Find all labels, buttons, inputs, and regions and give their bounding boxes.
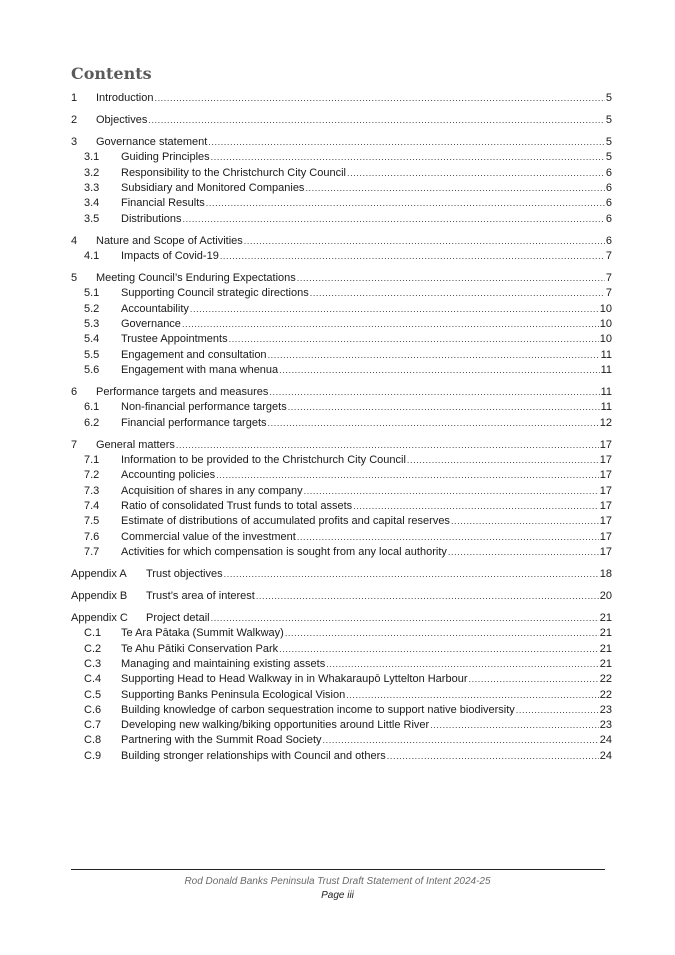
toc-entry-page: 23 (599, 703, 612, 716)
toc-entry-page: 12 (599, 416, 612, 429)
toc-entry-page: 20 (599, 589, 612, 602)
toc-entry-number: C.5 (84, 688, 102, 701)
toc-entry[interactable] (71, 348, 612, 363)
toc-dot-leader (310, 286, 605, 301)
toc-entry[interactable] (71, 749, 612, 764)
toc-entry-title: Trust’s area of interest (146, 589, 255, 602)
toc-entry[interactable] (71, 688, 612, 703)
toc-entry-title: Performance targets and measures (96, 386, 269, 399)
toc-dot-leader (285, 626, 599, 641)
toc-entry-number: 6 (71, 386, 78, 399)
toc-entry[interactable] (71, 113, 612, 128)
toc-entry-number: 5.2 (84, 302, 100, 315)
toc-entry[interactable] (71, 657, 612, 672)
toc-entry-page: 7 (605, 250, 612, 263)
toc-entry-page: 23 (599, 719, 612, 732)
toc-entry-title: Engagement with mana whenua (121, 363, 279, 376)
toc-entry-number: 7.1 (84, 454, 100, 467)
toc-entry[interactable] (71, 196, 612, 211)
toc-entry[interactable] (71, 91, 612, 106)
toc-dot-leader (430, 718, 599, 733)
toc-entry-number: C.8 (84, 734, 102, 747)
toc-dot-leader (206, 196, 605, 211)
footer-document-title: Rod Donald Banks Peninsula Trust Draft Statement of Intent 2024-25 (184, 876, 491, 887)
toc-entry-page: 21 (599, 642, 612, 655)
toc-entry-number: 2 (71, 114, 78, 127)
toc-dot-leader (269, 385, 599, 400)
toc-dot-leader (297, 530, 599, 545)
toc-entry[interactable] (71, 317, 612, 332)
toc-entry[interactable] (71, 514, 612, 529)
toc-entry-title: Impacts of Covid-19 (121, 250, 219, 263)
toc-entry-number: 7.4 (84, 499, 100, 512)
toc-entry-page: 7 (605, 287, 612, 300)
toc-entry-title: Accounting policies (121, 469, 216, 482)
toc-entry[interactable] (71, 703, 612, 718)
toc-dot-leader (387, 749, 599, 764)
toc-entry-title: Subsidiary and Monitored Companies (121, 182, 305, 195)
toc-entry-number: 5.1 (84, 287, 100, 300)
toc-entry-title: Nature and Scope of Activities (96, 234, 243, 247)
toc-entry[interactable] (71, 385, 612, 400)
toc-entry[interactable] (71, 438, 612, 453)
toc-entry-title: Te Ahu Pātiki Conservation Park (121, 642, 279, 655)
toc-entry-page: 24 (599, 734, 612, 747)
toc-entry[interactable] (71, 135, 612, 150)
toc-entry-title: Acquisition of shares in any company (121, 484, 303, 497)
toc-entry[interactable] (71, 499, 612, 514)
toc-dot-leader (326, 657, 599, 672)
toc-dot-leader (216, 468, 599, 483)
toc-dot-leader (183, 212, 605, 227)
toc-entry[interactable] (71, 166, 612, 181)
toc-entry-page: 7 (605, 272, 612, 285)
toc-entry-page: 18 (599, 567, 612, 580)
toc-entry[interactable] (71, 302, 612, 317)
toc-entry-title: Building stronger relationships with Council and others (121, 749, 386, 762)
toc-entry[interactable] (71, 234, 612, 249)
toc-entry-page: 6 (605, 197, 612, 210)
toc-entry-page: 21 (599, 657, 612, 670)
toc-dot-leader (297, 271, 605, 286)
toc-entry-number: 5.6 (84, 363, 100, 376)
toc-entry-page: 17 (599, 515, 612, 528)
toc-entry[interactable] (71, 271, 612, 286)
toc-dot-leader (279, 642, 599, 657)
toc-entry[interactable] (71, 530, 612, 545)
toc-dot-leader (268, 348, 600, 363)
toc-entry-number: Appendix B (71, 589, 128, 602)
toc-entry-number: 7.7 (84, 545, 100, 558)
toc-dot-leader (224, 567, 599, 582)
toc-entry-page: 17 (599, 484, 612, 497)
toc-entry-title: Developing new walking/biking opportunities around Little River (121, 719, 430, 732)
toc-entry-number: 3.4 (84, 197, 100, 210)
toc-entry-number: 6.2 (84, 416, 100, 429)
toc-entry-number: C.7 (84, 719, 102, 732)
toc-entry-number: 7.6 (84, 530, 100, 543)
toc-entry-title: Engagement and consultation (121, 348, 267, 361)
table-of-contents (71, 91, 612, 764)
toc-entry-title: Commercial value of the investment (121, 530, 296, 543)
toc-entry-number: 3.5 (84, 212, 100, 225)
toc-entry-number: C.3 (84, 657, 102, 670)
toc-dot-leader (229, 332, 599, 347)
toc-entry[interactable] (71, 416, 612, 431)
toc-entry-number: 5 (71, 272, 78, 285)
toc-dot-leader (305, 181, 604, 196)
toc-entry-page: 6 (605, 166, 612, 179)
toc-entry[interactable] (71, 589, 612, 604)
toc-entry-number: 7 (71, 438, 78, 451)
toc-entry-number: 3.3 (84, 182, 100, 195)
toc-entry-title: Estimate of distributions of accumulated profits and capital reserves (121, 515, 450, 528)
toc-entry[interactable] (71, 468, 612, 483)
toc-dot-leader (407, 453, 599, 468)
toc-entry-page: 24 (599, 749, 612, 762)
toc-entry-page: 11 (600, 348, 612, 361)
toc-entry-page: 11 (600, 363, 612, 376)
toc-dot-leader (148, 113, 605, 128)
toc-entry[interactable] (71, 567, 612, 582)
toc-entry-page: 21 (599, 627, 612, 640)
toc-entry[interactable] (71, 249, 612, 264)
toc-entry[interactable] (71, 286, 612, 301)
toc-dot-leader (451, 514, 599, 529)
toc-entry-title: Financial performance targets (121, 416, 267, 429)
toc-entry-page: 10 (599, 333, 612, 346)
toc-dot-leader (353, 499, 599, 514)
toc-entry-page: 10 (599, 302, 612, 315)
toc-entry-number: 3.1 (84, 151, 100, 164)
toc-entry-title: Objectives (96, 114, 148, 127)
toc-entry-number: C.4 (84, 673, 102, 686)
toc-entry-number: 3.2 (84, 166, 100, 179)
toc-entry-title: Building knowledge of carbon sequestration income to support native biodiversity (121, 703, 515, 716)
toc-dot-leader (211, 611, 599, 626)
toc-entry-title: Project detail (146, 612, 210, 625)
toc-entry[interactable] (71, 733, 612, 748)
toc-entry-title: Managing and maintaining existing assets (121, 657, 326, 670)
toc-entry-number: 7.2 (84, 469, 100, 482)
toc-entry-page: 5 (605, 92, 612, 104)
toc-entry-title: Guiding Principles (121, 151, 210, 164)
toc-entry-number: C.9 (84, 749, 102, 762)
toc-dot-leader (208, 135, 605, 150)
toc-dot-leader (279, 363, 599, 378)
toc-dot-leader (304, 484, 599, 499)
toc-dot-leader (211, 150, 605, 165)
toc-entry-page: 17 (599, 469, 612, 482)
toc-entry-page: 5 (605, 136, 612, 149)
toc-entry-number: 5.4 (84, 333, 100, 346)
toc-entry[interactable] (71, 212, 612, 227)
toc-dot-leader (244, 234, 605, 249)
toc-entry[interactable] (71, 453, 612, 468)
toc-entry[interactable] (71, 400, 612, 415)
toc-entry-page: 6 (605, 212, 612, 225)
toc-entry-title: Governance (121, 318, 181, 331)
toc-entry[interactable] (71, 150, 612, 165)
toc-entry-title: Trust objectives (146, 567, 223, 580)
toc-entry-page: 17 (599, 438, 612, 451)
toc-entry-title: Non-financial performance targets (121, 401, 287, 414)
toc-entry-title: Governance statement (96, 136, 208, 149)
toc-entry[interactable] (71, 181, 612, 196)
toc-entry-number: Appendix C (71, 612, 128, 625)
toc-entry-title: Supporting Head to Head Walkway in in Whakaraupō Lyttelton Harbour (121, 673, 468, 686)
toc-dot-leader (268, 416, 599, 431)
toc-entry-page: 17 (599, 454, 612, 467)
toc-entry-title: Distributions (121, 212, 182, 225)
toc-entry-number: 7.3 (84, 484, 100, 497)
toc-entry-number: 5.5 (84, 348, 100, 361)
toc-dot-leader (323, 733, 599, 748)
toc-entry-title: General matters (96, 438, 175, 451)
toc-entry-title: Introduction (96, 92, 154, 104)
toc-entry[interactable] (71, 642, 612, 657)
toc-entry[interactable] (71, 332, 612, 347)
toc-entry-title: Trustee Appointments (121, 333, 228, 346)
toc-dot-leader (154, 91, 604, 106)
toc-entry-number: 5.3 (84, 318, 100, 331)
toc-dot-leader (182, 317, 599, 332)
toc-entry-page: 17 (599, 530, 612, 543)
toc-entry-title: Responsibility to the Christchurch City Council (121, 166, 346, 179)
toc-entry-title: Supporting Banks Peninsula Ecological Vision (121, 688, 346, 701)
toc-entry-title: Ratio of consolidated Trust funds to total assets (121, 499, 353, 512)
footer-divider (71, 869, 605, 870)
toc-entry[interactable] (71, 672, 612, 687)
toc-entry-page: 5 (605, 114, 612, 127)
toc-dot-leader (256, 589, 599, 604)
toc-dot-leader (190, 302, 599, 317)
toc-entry-page: 5 (605, 151, 612, 164)
toc-entry-number: 4.1 (84, 250, 100, 263)
toc-entry-page: 6 (605, 182, 612, 195)
toc-entry-number: 6.1 (84, 401, 100, 414)
toc-entry-number: 1 (71, 92, 78, 104)
toc-entry-title: Supporting Council strategic directions (121, 287, 309, 300)
toc-entry-title: Activities for which compensation is sought from any local authority (121, 545, 447, 558)
toc-entry-number: C.6 (84, 703, 102, 716)
toc-entry-title: Financial Results (121, 197, 205, 210)
toc-entry-page: 10 (599, 318, 612, 331)
toc-entry-number: 7.5 (84, 515, 100, 528)
toc-dot-leader (288, 400, 600, 415)
toc-dot-leader (347, 166, 605, 181)
toc-entry-title: Accountability (121, 302, 189, 315)
toc-dot-leader (468, 672, 598, 687)
toc-entry-page: 11 (600, 386, 612, 399)
toc-entry-page: 17 (599, 499, 612, 512)
toc-entry-number: 3 (71, 136, 78, 149)
toc-entry-number: C.2 (84, 642, 102, 655)
toc-entry-page: 22 (599, 673, 612, 686)
toc-entry-page: 6 (605, 234, 612, 247)
toc-entry-title: Partnering with the Summit Road Society (121, 734, 322, 747)
toc-entry[interactable] (71, 626, 612, 641)
toc-dot-leader (448, 545, 599, 560)
toc-entry[interactable] (71, 484, 612, 499)
toc-entry-page: 11 (600, 401, 612, 414)
toc-dot-leader (220, 249, 605, 264)
toc-entry-title: Te Ara Pātaka (Summit Walkway) (121, 627, 284, 640)
toc-entry[interactable] (71, 363, 612, 378)
toc-entry[interactable] (71, 611, 612, 626)
toc-dot-leader (346, 688, 599, 703)
toc-entry-page: 22 (599, 688, 612, 701)
toc-entry[interactable] (71, 718, 612, 733)
toc-dot-leader (176, 438, 599, 453)
toc-entry-title: Meeting Council’s Enduring Expectations (96, 272, 296, 285)
footer-page-label: Page iii (321, 890, 354, 901)
toc-entry[interactable] (71, 545, 612, 560)
toc-entry-number: C.1 (84, 627, 102, 640)
toc-entry-page: 21 (599, 612, 612, 625)
toc-entry-number: Appendix A (71, 567, 127, 580)
toc-entry-page: 17 (599, 545, 612, 558)
page-title: Contents (71, 64, 152, 83)
toc-dot-leader (516, 703, 599, 718)
toc-entry-title: Information to be provided to the Christchurch City Council (121, 454, 406, 467)
toc-entry-number: 4 (71, 234, 78, 247)
